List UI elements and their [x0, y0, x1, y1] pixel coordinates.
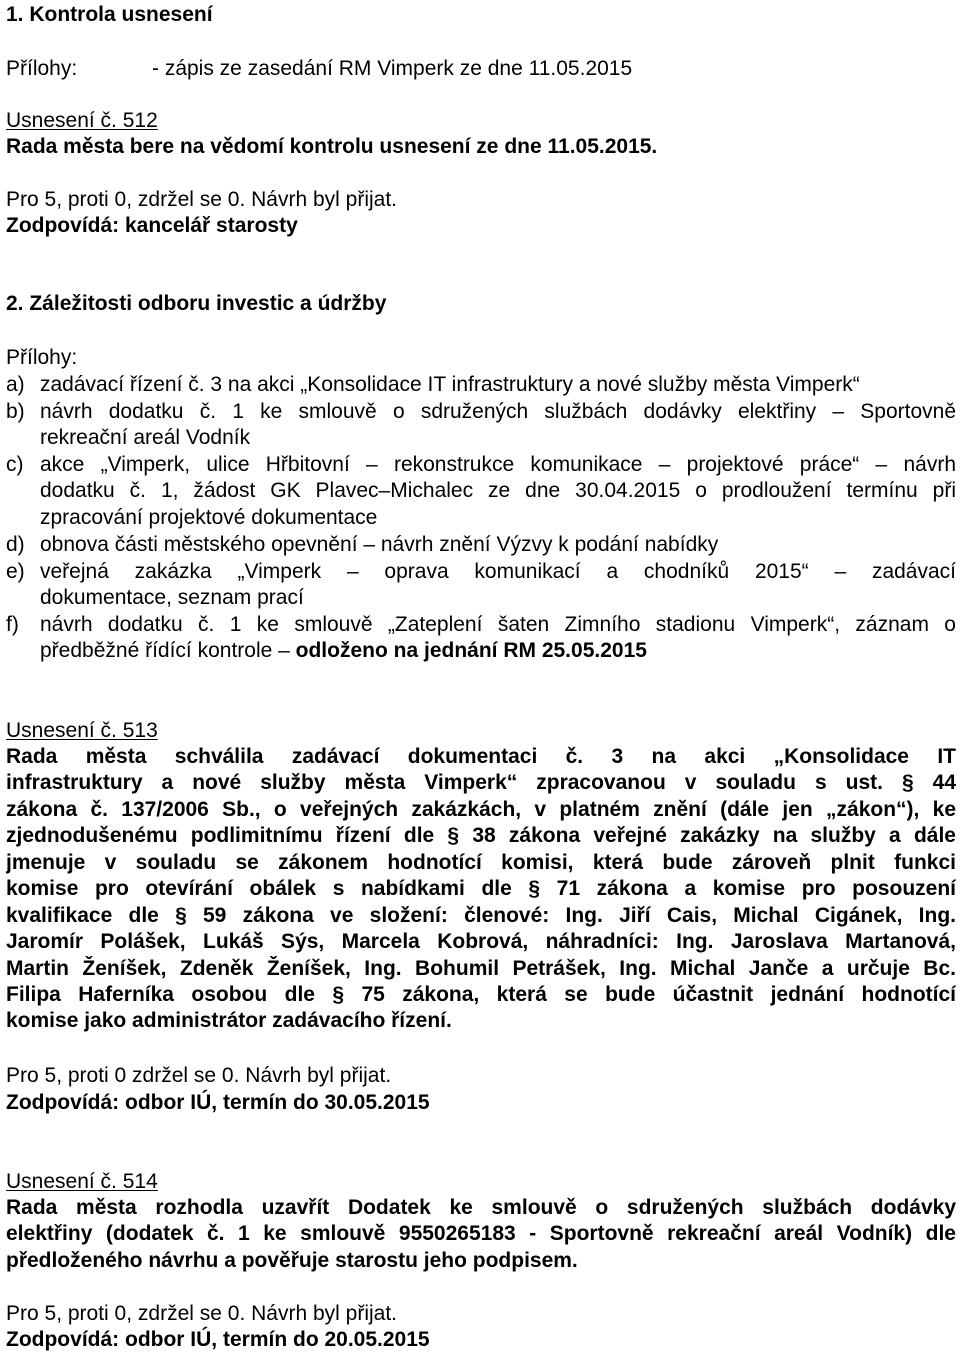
section-1-heading: 1. Kontrola usnesení — [6, 3, 213, 26]
resolution-514-line: elektřiny (dodatek č. 1 ke smlouvě 9550265183 - Sportovně rekreační areál Vodník) dle — [6, 1222, 956, 1245]
resolution-513-line: komise jako administrátor zadávacího řízení. — [6, 1009, 452, 1032]
attachment-item-a-line: zadávací řízení č. 3 na akci „Konsolidace IT infrastruktury a nové služby města Vimperk“ — [40, 373, 860, 396]
section-1-attachments-value: - zápis ze zasedání RM Vimperk ze dne 11.05.2015 — [152, 57, 633, 80]
attachment-item-b-label: b) — [6, 400, 25, 423]
attachment-item-a-label: a) — [6, 373, 25, 396]
resolution-514-line: Rada města rozhodla uzavřít Dodatek ke smlouvě o sdružených službách dodávky — [6, 1196, 956, 1219]
resolution-513-line: Martin Ženíšek, Zdeněk Ženíšek, Ing. Bohumil Petrášek, Ing. Michal Janče a určuje Bc. — [6, 957, 956, 980]
attachment-item-b-line: návrh dodatku č. 1 ke smlouvě o sdružených službách dodávky elektřiny – Sportovně — [40, 400, 956, 423]
section-2-heading: 2. Záležitosti odboru investic a údržby — [6, 292, 387, 315]
attachment-item-e-label: e) — [6, 560, 25, 583]
attachment-item-f-label: f) — [6, 613, 19, 636]
attachment-item-e-line: veřejná zakázka „Vimperk – oprava komunikací a chodníků 2015“ – zadávací — [40, 560, 956, 583]
resolution-512-number: Usnesení č. 512 — [6, 109, 158, 132]
attachment-item-c-line: zpracování projektové dokumentace — [40, 506, 378, 529]
resolution-514-line: předloženého návrhu a pověřuje starostu jeho podpisem. — [6, 1249, 578, 1272]
resolution-513-line: infrastruktury a nové služby města Vimperk“ zpracovanou v souladu s ust. § 44 — [6, 771, 956, 794]
attachment-item-f-text: předběžné řídící kontrole – — [40, 639, 296, 662]
resolution-513-responsible: Zodpovídá: odbor IÚ, termín do 30.05.2015 — [6, 1091, 430, 1114]
postponed-note: odloženo na jednání RM 25.05.2015 — [295, 639, 647, 662]
resolution-513-vote: Pro 5, proti 0 zdržel se 0. Návrh byl přijat. — [6, 1064, 392, 1087]
attachment-item-c-line: dodatku č. 1, žádost GK Plavec–Michalec ze dne 30.04.2015 o prodloužení termínu při — [40, 479, 956, 502]
resolution-513-number: Usnesení č. 513 — [6, 719, 158, 742]
resolution-514-responsible: Zodpovídá: odbor IÚ, termín do 20.05.2015 — [6, 1328, 430, 1351]
resolution-512-vote: Pro 5, proti 0, zdržel se 0. Návrh byl přijat. — [6, 188, 397, 211]
resolution-512-responsible: Zodpovídá: kancelář starosty — [6, 214, 298, 237]
attachment-item-b-line: rekreační areál Vodník — [40, 426, 251, 449]
attachment-item-d-label: d) — [6, 533, 25, 556]
resolution-513-line: zjednodušenému podlimitnímu řízení dle § 38 zákona veřejné zakázky na služby a dále — [6, 824, 956, 847]
resolution-513-line: kvalifikace dle § 59 zákona ve složení: členové: Ing. Jiří Cais, Michal Cigánek, Ing. — [6, 904, 956, 927]
resolution-513-line: Jaromír Polášek, Lukáš Sýs, Marcela Kobrová, náhradníci: Ing. Jaroslava Martanová, — [6, 930, 956, 953]
section-2-attachments-label: Přílohy: — [6, 346, 78, 369]
attachment-item-f-line: návrh dodatku č. 1 ke smlouvě „Zateplení šaten Zimního stadionu Vimperk“, záznam o — [40, 613, 956, 636]
attachment-item-d-line: obnova části městského opevnění – návrh znění Výzvy k podání nabídky — [40, 533, 719, 556]
resolution-514-vote: Pro 5, proti 0, zdržel se 0. Návrh byl přijat. — [6, 1302, 397, 1325]
resolution-514-number: Usnesení č. 514 — [6, 1170, 158, 1193]
attachment-item-f-last-line — [40, 638, 647, 664]
attachment-item-e-line: dokumentace, seznam prací — [40, 586, 304, 609]
attachment-item-c-line: akce „Vimperk, ulice Hřbitovní – rekonstrukce komunikace – projektové práce“ – návrh — [40, 453, 956, 476]
section-1-attachments-label: Přílohy: — [6, 57, 78, 80]
resolution-513-line: komise pro otevírání obálek s nabídkami dle § 71 zákona a komise pro posouzení — [6, 877, 956, 900]
resolution-513-line: zákona č. 137/2006 Sb., o veřejných zakázkách, v platném znění (dále jen „zákon“), ke — [6, 798, 956, 821]
resolution-513-line: Rada města schválila zadávací dokumentaci č. 3 na akci „Konsolidace IT — [6, 745, 956, 768]
resolution-513-line: Filipa Haferníka osobou dle § 75 zákona, která se bude účastnit jednání hodnotící — [6, 983, 956, 1006]
resolution-513-line: jmenuje v souladu se zákonem hodnotící komisi, která bude zároveň plnit funkci — [6, 851, 956, 874]
resolution-512-text: Rada města bere na vědomí kontrolu usnesení ze dne 11.05.2015. — [6, 135, 658, 158]
attachment-item-c-label: c) — [6, 453, 24, 476]
